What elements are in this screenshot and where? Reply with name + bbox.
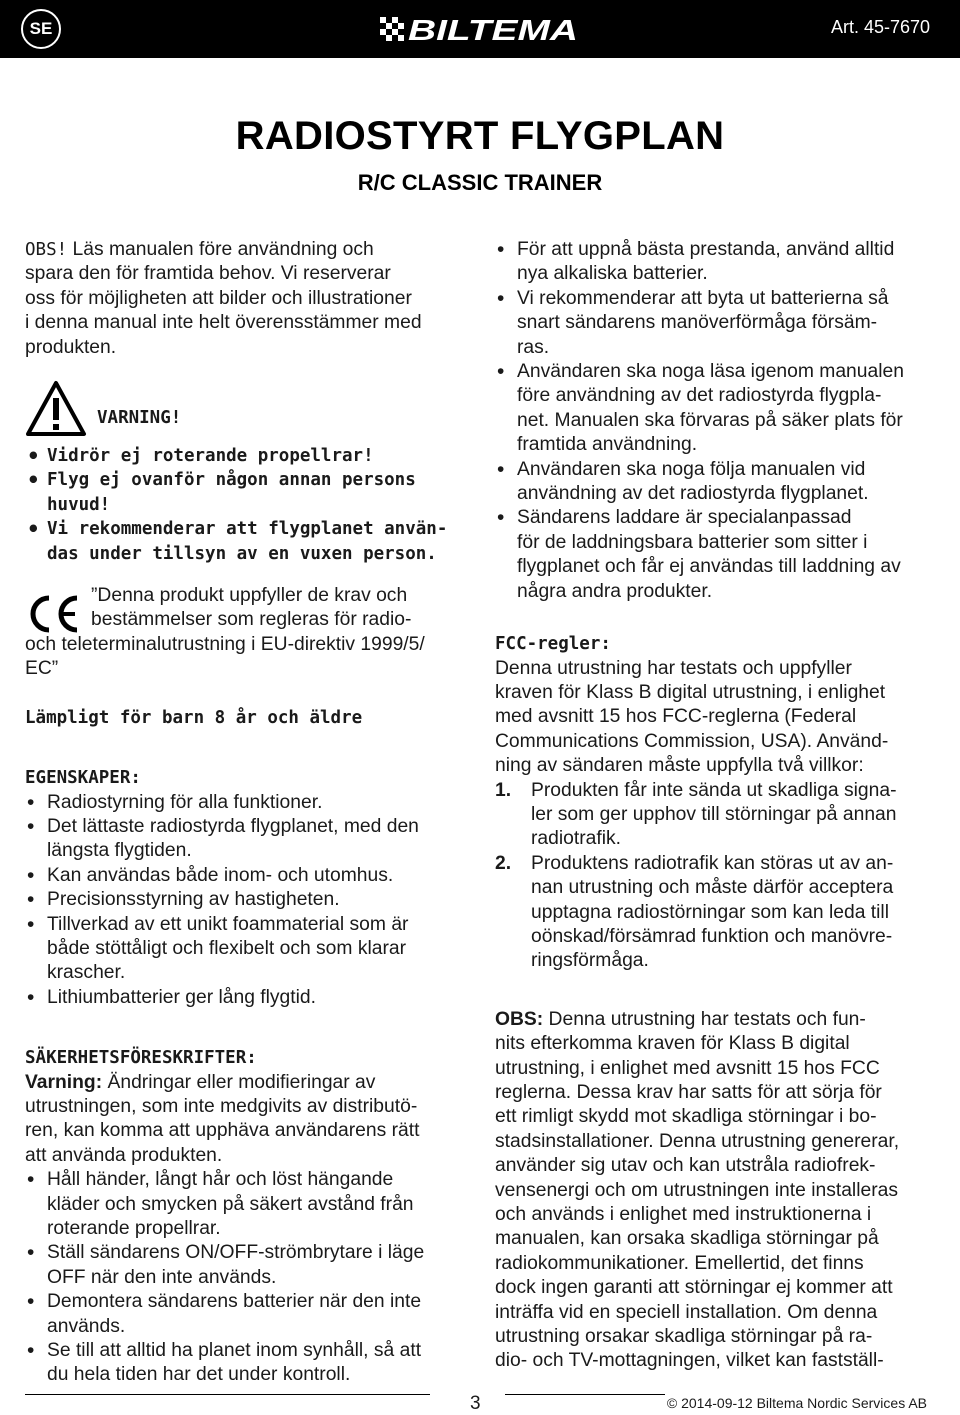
- safety-heading: SÄKERHETSFÖRESKRIFTER:: [25, 1048, 257, 1069]
- safety-item: • Se till att alltid ha planet inom synhåll, så att du hela tiden har det under kontroll.: [25, 1339, 475, 1388]
- footer-divider-left: [25, 1394, 430, 1395]
- battery-item: • Användaren ska noga följa manualen vid användning av det radiostyrda flygplanet.: [495, 458, 935, 507]
- page-title: RADIOSTYRT FLYGPLAN: [235, 114, 725, 158]
- language-badge: SE: [21, 9, 61, 49]
- feature-item: • Det lättaste radiostyrda flygplanet, med den längsta flygtiden.: [25, 815, 475, 864]
- obs-label: OBS:: [495, 1008, 544, 1030]
- safety-list: [25, 1168, 475, 1388]
- battery-item: • Användaren ska noga läsa igenom manualen före användning av det radiostyrda flygpla- net. Manualen ska förvaras på säker plats för framtida användning.: [495, 360, 935, 458]
- svg-text:BILTEMA: BILTEMA: [408, 15, 578, 44]
- safety-item: • Håll händer, långt hår och löst hängande kläder och smycken på säkert avstånd från roterande propellrar.: [25, 1168, 475, 1241]
- battery-item: • För att uppnå bästa prestanda, använd alltid nya alkaliska batterier.: [495, 238, 935, 287]
- fcc-condition: 1. Produkten får inte sända ut skadliga signa- ler som ger upphov till störningar på annan radiotrafik.: [495, 779, 897, 850]
- footer-divider-right: [505, 1394, 665, 1395]
- warning-item: • Vidrör ej roterande propellrar!: [25, 444, 475, 468]
- battery-item: • Vi rekommenderar att byta ut batterierna så snart sändarens manöverförmåga försäm- ras.: [495, 287, 935, 360]
- obs-paragraph: OBS: Denna utrustning har testats och fun- nits efterkomma kraven för Klass B digital utrustning, i enlighet med avsnitt 15 hos FCC reglerna. Dessa krav har satts för att sörja för ett rimligt skydd mot skadliga störningar i bo- stadsinstallationer. Denna utrustning genererar, använder sig utav och kan utstråla radiofrek- vensenergi och om utrustningen inte installeras och används i enlighet med instruktionerna i manualen, kan orsaka skadliga störningar på radiokommunikationer. Emellertid, det finns dock ingen garanti att störningar ej kommer att inträffa vid en speciell installation. Om denna utrustning orsakar skadliga störningar på ra- dio- och TV-mottagningen, vilket kan fastställ-: [495, 1008, 900, 1372]
- warning-item: • Flyg ej ovanför någon annan persons huvud!: [25, 468, 475, 517]
- feature-item: • Kan användas både inom- och utomhus.: [25, 864, 475, 888]
- feature-item: • Tillverkad av ett unikt foammaterial som är både stöttåligt och flexibelt och som klarar krascher.: [25, 913, 475, 986]
- page-subtitle: R/C CLASSIC TRAINER: [357, 170, 603, 195]
- warning-list: [25, 444, 475, 566]
- safety-label: Varning:: [25, 1071, 103, 1093]
- warning-block: [25, 384, 475, 444]
- warning-triangle-icon: [25, 380, 87, 438]
- feature-item: • Lithiumbatterier ger lång flygtid.: [25, 986, 475, 1010]
- copyright: © 2014-09-12 Biltema Nordic Services AB: [666, 1395, 927, 1411]
- header-bar: [0, 0, 960, 58]
- feature-item: • Precisionsstyrning av hastigheten.: [25, 888, 475, 912]
- right-column: [495, 238, 935, 1374]
- ce-declaration: ”Denna produkt uppfyller de krav och bestämmelser som regleras för radio- och teleterminalutrustning i EU-direktiv 1999/5/ EC”: [25, 585, 425, 680]
- fcc-conditions: [495, 779, 935, 974]
- battery-list: [495, 238, 935, 604]
- biltema-logo: [380, 14, 580, 44]
- warning-item: • Vi rekommenderar att flygplanet använ- das under tillsyn av en vuxen person.: [25, 517, 475, 566]
- features-list: [25, 791, 475, 1011]
- fcc-heading: FCC-regler:: [495, 634, 611, 655]
- age-recommendation: Lämpligt för barn 8 år och äldre: [25, 707, 363, 728]
- fcc-paragraph: Denna utrustning har testats och uppfyller kraven för Klass B digital utrustning, i enlighet med avsnitt 15 hos FCC-reglerna (Federal Communications Commission, USA). Använd- ning av sändaren måste uppfylla två villkor:: [495, 657, 889, 777]
- ce-mark-icon: [25, 592, 83, 636]
- intro-paragraph: OBS! Läs manualen före användning och spara den för framtida behov. Vi reserverar oss för möjligheten att bilder och illustrationer i denna manual inte helt överensstämmer med produkten.: [25, 239, 422, 358]
- battery-item: • Sändarens laddare är specialanpassad för de laddningsbara batterier som sitter i flygplanet och får ej användas till laddning av några andra produkter.: [495, 506, 935, 604]
- safety-item: • Ställ sändarens ON/OFF-strömbrytare i läge OFF när den inte används.: [25, 1241, 475, 1290]
- safety-item: • Demontera sändarens batterier när den inte används.: [25, 1290, 475, 1339]
- safety-paragraph: Varning: Ändringar eller modifieringar av utrustningen, som inte medgivits av distributö- ren, kan komma att upphäva användarens rätt att använda produkten.: [25, 1071, 420, 1166]
- features-heading: EGENSKAPER:: [25, 768, 141, 789]
- left-column: [25, 238, 475, 1388]
- page-number: 3: [470, 1393, 481, 1414]
- article-number: Art. 45-7670: [830, 17, 930, 37]
- intro-label: OBS!: [25, 240, 68, 260]
- fcc-condition: 2. Produktens radiotrafik kan störas ut av an- nan utrustning och måste därför acceptera upptagna radiostörningar som kan leda till oönskad/försämrad funktion och manövre- ringsförmåga.: [495, 852, 894, 972]
- warning-title: VARNING!: [97, 408, 182, 429]
- feature-item: • Radiostyrning för alla funktioner.: [25, 791, 475, 815]
